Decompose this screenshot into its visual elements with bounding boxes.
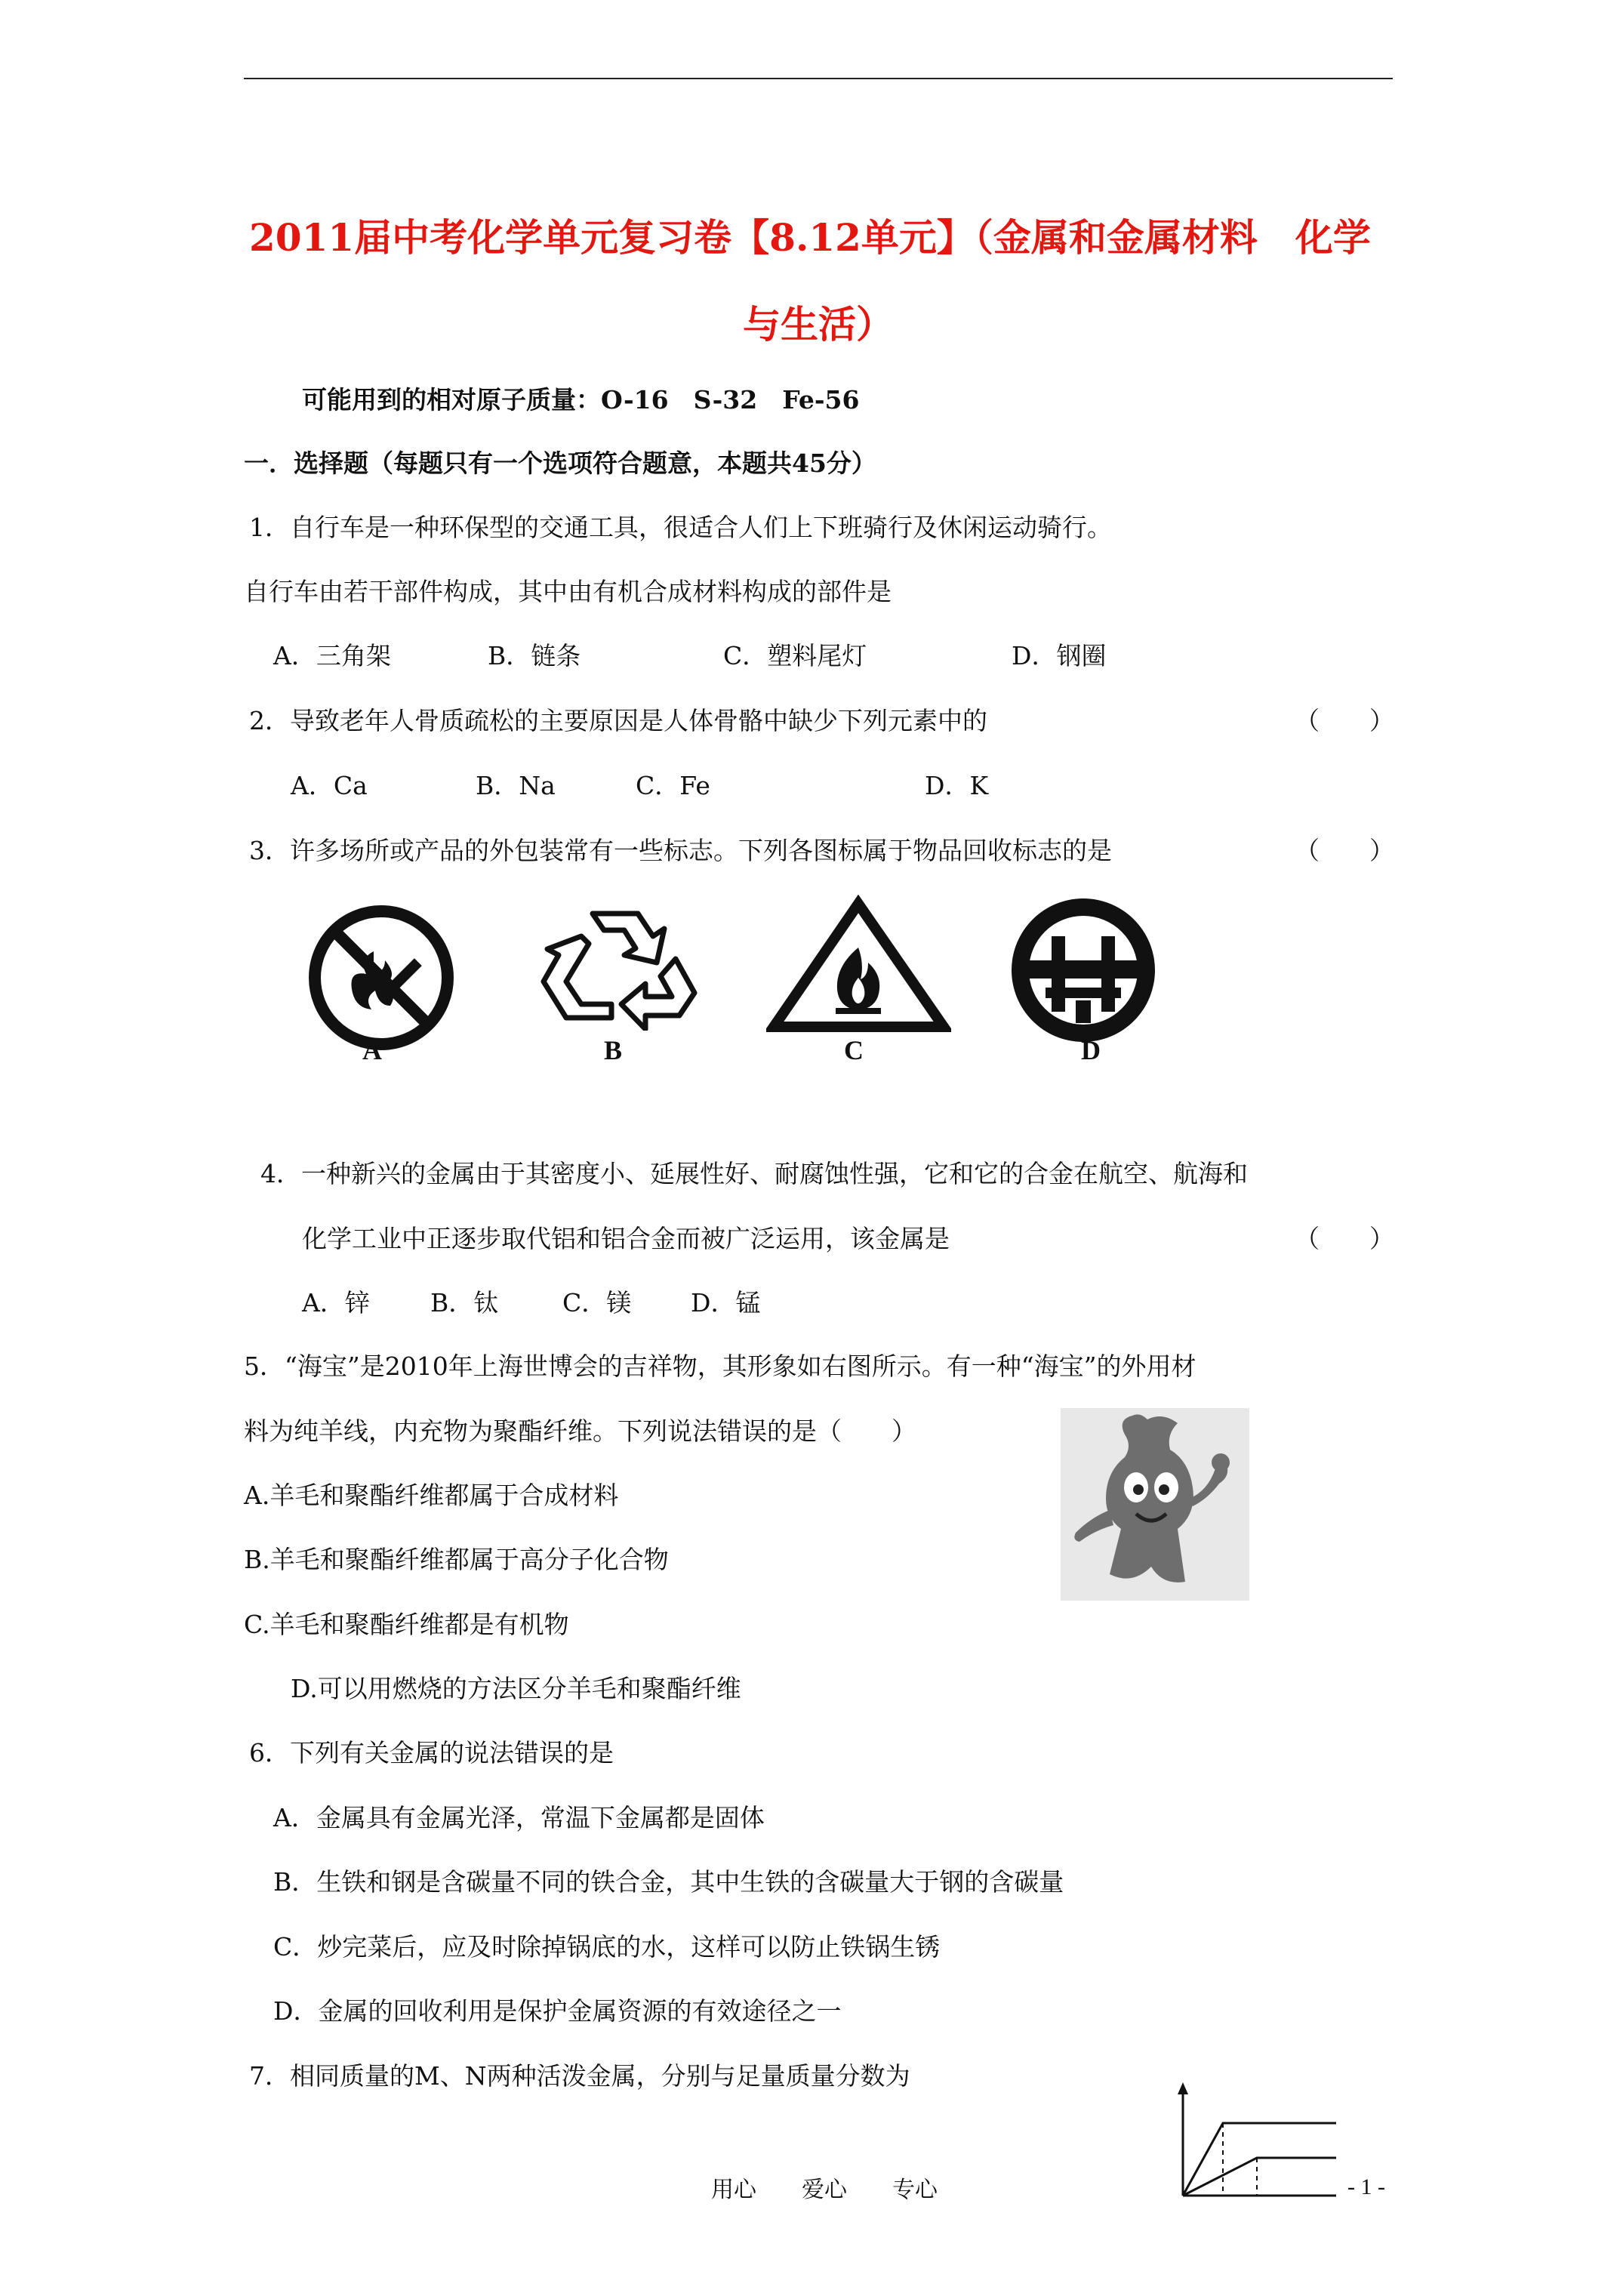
q3-label-a: A: [362, 1035, 382, 1065]
q3-label-b: B: [604, 1035, 623, 1065]
q5-stem-line1: 5．“海宝”是2010年上海世博会的吉祥物，其形象如右图所示。有一种“海宝”的外用材: [244, 1351, 1196, 1381]
q6-option-c: C．炒完菜后，应及时除掉锅底的水，这样可以防止铁锅生锈: [273, 1932, 941, 1962]
q1-option-a: A．三角架: [273, 641, 391, 670]
q5-option-c: C.羊毛和聚酯纤维都是有机物: [244, 1610, 569, 1639]
q2-option-c: C．Fe: [636, 771, 710, 800]
atomic-mass-note: 可能用到的相对原子质量：O-16 S-32 Fe-56: [302, 385, 860, 415]
q3-stem: 3．许多场所或产品的外包装常有一些标志。下列各图标属于物品回收标志的是: [249, 836, 1112, 865]
q4-option-c: C．镁: [562, 1288, 632, 1318]
q2-stem: 2．导致老年人骨质疏松的主要原因是人体骨骼中缺少下列元素中的: [249, 706, 987, 735]
q6-option-a: A．金属具有金属光泽，常温下金属都是固体: [273, 1803, 765, 1832]
q3-label-d: D: [1081, 1035, 1101, 1065]
flammable-warning-icon: [766, 895, 951, 1034]
q1-stem-line2: 自行车由若干部件构成，其中由有机合成材料构成的部件是: [244, 577, 892, 606]
q4-option-a: A．锌: [302, 1288, 370, 1318]
q4-option-d: D．锰: [691, 1288, 761, 1318]
q4-option-b: B．钛: [430, 1288, 499, 1318]
q5-option-b: B.羊毛和聚酯纤维都属于高分子化合物: [244, 1545, 669, 1574]
q1-option-b: B．链条: [488, 641, 581, 670]
page-number: - 1 -: [1347, 2174, 1385, 2199]
doc-title-line1: 2011届中考化学单元复习卷【8.12单元】（金属和金属材料 化学: [249, 215, 1371, 260]
q7-stem: 7．相同质量的M、N两种活泼金属，分别与足量质量分数为: [249, 2061, 910, 2091]
q5-option-a: A.羊毛和聚酯纤维都属于合成材料: [244, 1481, 619, 1510]
q4-stem-line1: 4．一种新兴的金属由于其密度小、延展性好、耐腐蚀性强，它和它的合金在航空、航海和: [260, 1159, 1248, 1188]
header-rule: [244, 78, 1393, 79]
q1-stem-line1: 1．自行车是一种环保型的交通工具，很适合人们上下班骑行及休闲运动骑行。: [249, 513, 1112, 542]
water-saving-icon: [1000, 891, 1166, 1049]
q5-option-d: D.可以用燃烧的方法区分羊毛和聚酯纤维: [291, 1674, 741, 1703]
q2-option-b: B．Na: [476, 771, 556, 800]
q4-stem-line2: 化学工业中正逐步取代铝和铝合金而被广泛运用，该金属是: [302, 1224, 950, 1253]
q2-option-a: A．Ca: [291, 771, 368, 800]
q1-option-d: D．钢圈: [1012, 641, 1107, 670]
doc-title-line2: 与生活）: [743, 302, 894, 347]
footer-motto: 用心 爱心 专心: [711, 2177, 938, 2203]
q7-reaction-graph: [1166, 2076, 1340, 2197]
haibao-mascot-image: [1061, 1408, 1249, 1601]
q3-label-c: C: [844, 1035, 864, 1065]
q4-answer-paren: （ ）: [1295, 1224, 1394, 1253]
q6-option-d: D．金属的回收利用是保护金属资源的有效途径之一: [273, 1996, 842, 2026]
q6-option-b: B．生铁和钢是含碳量不同的铁合金，其中生铁的含碳量大于钢的含碳量: [273, 1867, 1064, 1897]
q1-option-c: C．塑料尾灯: [723, 641, 867, 670]
q3-answer-paren: （ ）: [1295, 836, 1394, 865]
q5-stem-line2: 料为纯羊线，内充物为聚酯纤维。下列说法错误的是（ ）: [244, 1416, 916, 1446]
recycle-icon: [532, 898, 702, 1031]
q6-stem: 6．下列有关金属的说法错误的是: [249, 1738, 614, 1767]
section-heading: 一．选择题（每题只有一个选项符合题意，本题共45分）: [244, 448, 876, 478]
q2-option-d: D．K: [925, 771, 989, 800]
q2-answer-paren: （ ）: [1295, 706, 1394, 735]
no-smoking-icon: [302, 898, 460, 1057]
